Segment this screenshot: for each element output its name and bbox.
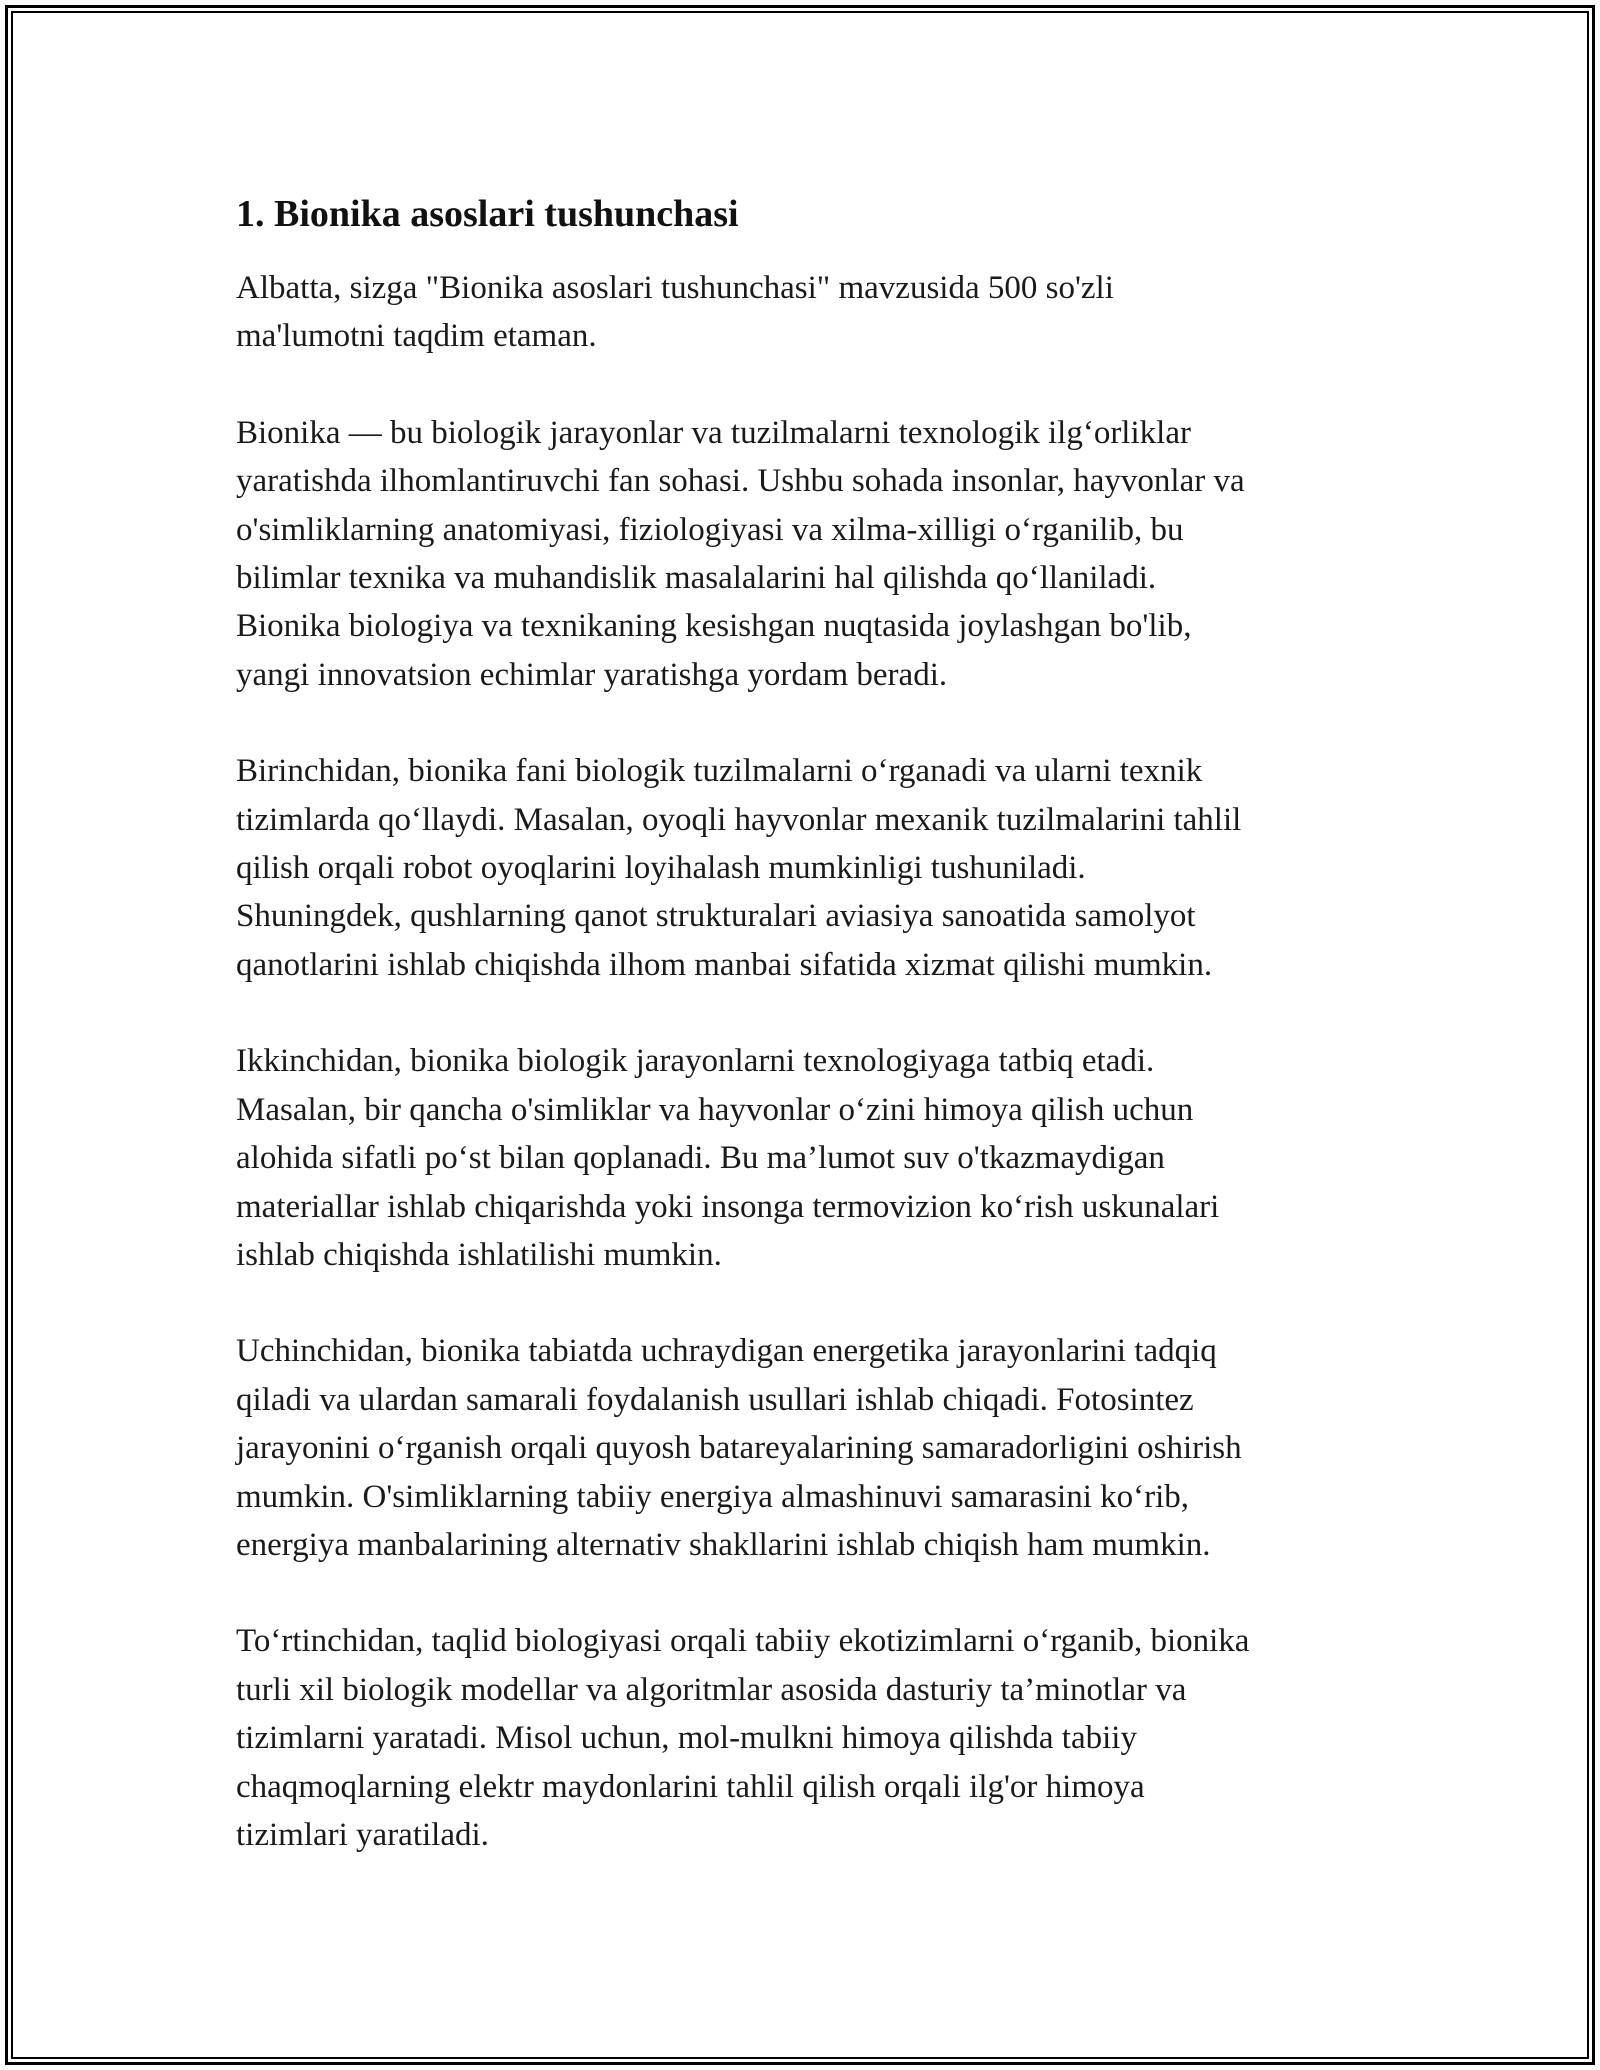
text-line: ishlab chiqishda ishlatilishi mumkin.	[236, 1236, 722, 1273]
text-line: Bionika — bu biologik jarayonlar va tuzilmalarni texnologik ilg‘orliklar	[236, 414, 1191, 451]
paragraph-definition	[236, 409, 1416, 699]
text-line: mumkin. O'simliklarning tabiiy energiya almashinuvi samarasini ko‘rib,	[236, 1478, 1190, 1515]
paragraph-third	[236, 1327, 1416, 1569]
text-line: qanotlarini ishlab chiqishda ilhom manbai sifatida xizmat qilishi mumkin.	[236, 946, 1213, 983]
text-line: tizimlari yaratiladi.	[236, 1816, 489, 1853]
paragraph-fourth	[236, 1617, 1416, 1859]
paragraph-first	[236, 747, 1416, 989]
text-line: ma'lumotni taqdim etaman.	[236, 318, 597, 355]
document-title: 1. Bionika asoslari tushunchasi	[236, 193, 739, 235]
text-line: tizimlarni yaratadi. Misol uchun, mol-mulkni himoya qilishda tabiiy	[236, 1720, 1137, 1757]
paragraph-second	[236, 1037, 1416, 1279]
paragraph-intro	[236, 264, 1416, 361]
text-line: yangi innovatsion echimlar yaratishga yordam beradi.	[236, 656, 948, 693]
text-line: Masalan, bir qancha o'simliklar va hayvonlar o‘zini himoya qilish uchun	[236, 1091, 1194, 1128]
text-line: Uchinchidan, bionika tabiatda uchraydigan energetika jarayonlarini tadqiq	[236, 1333, 1217, 1370]
text-line: turli xil biologik modellar va algoritmlar asosida dasturiy ta’minotlar va	[236, 1671, 1187, 1708]
text-line: Ikkinchidan, bionika biologik jarayonlarni texnologiyaga tatbiq etadi.	[236, 1043, 1155, 1080]
text-line: Birinchidan, bionika fani biologik tuzilmalarni o‘rganadi va ularni texnik	[236, 753, 1203, 790]
text-line: Bionika biologiya va texnikaning kesishgan nuqtasida joylashgan bo'lib,	[236, 608, 1192, 645]
text-line: materiallar ishlab chiqarishda yoki insonga termovizion ko‘rish uskunalari	[236, 1188, 1220, 1225]
text-line: tizimlarda qo‘llaydi. Masalan, oyoqli hayvonlar mexanik tuzilmalarini tahlil	[236, 801, 1242, 838]
text-line: To‘rtinchidan, taqlid biologiyasi orqali tabiiy ekotizimlarni o‘rganib, bionika	[236, 1623, 1250, 1660]
text-line: chaqmoqlarning elektr maydonlarini tahlil qilish orqali ilg'or himoya	[236, 1768, 1145, 1805]
text-line: bilimlar texnika va muhandislik masalalarini hal qilishda qo‘llaniladi.	[236, 560, 1157, 597]
text-line: Shuningdek, qushlarning qanot strukturalari aviasiya sanoatida samolyot	[236, 898, 1196, 935]
text-line: Albatta, sizga "Bionika asoslari tushunchasi" mavzusida 500 so'zli	[236, 270, 1114, 306]
text-line: qilish orqali robot oyoqlarini loyihalash mumkinligi tushuniladi.	[236, 850, 1086, 887]
text-line: qiladi va ulardan samarali foydalanish usullari ishlab chiqadi. Fotosintez	[236, 1381, 1194, 1418]
text-line: alohida sifatli po‘st bilan qoplanadi. Bu ma’lumot suv o'tkazmaydigan	[236, 1140, 1165, 1177]
text-line: energiya manbalarining alternativ shakllarini ishlab chiqish ham mumkin.	[236, 1526, 1211, 1563]
text-line: o'simliklarning anatomiyasi, fiziologiyasi va xilma-xilligi o‘rganilib, bu	[236, 511, 1184, 548]
text-line: jarayonini o‘rganish orqali quyosh batareyalarining samaradorligini oshirish	[236, 1430, 1242, 1467]
text-line: yaratishda ilhomlantiruvchi fan sohasi. Ushbu sohada insonlar, hayvonlar va	[236, 463, 1245, 500]
document-body	[236, 186, 1416, 1907]
